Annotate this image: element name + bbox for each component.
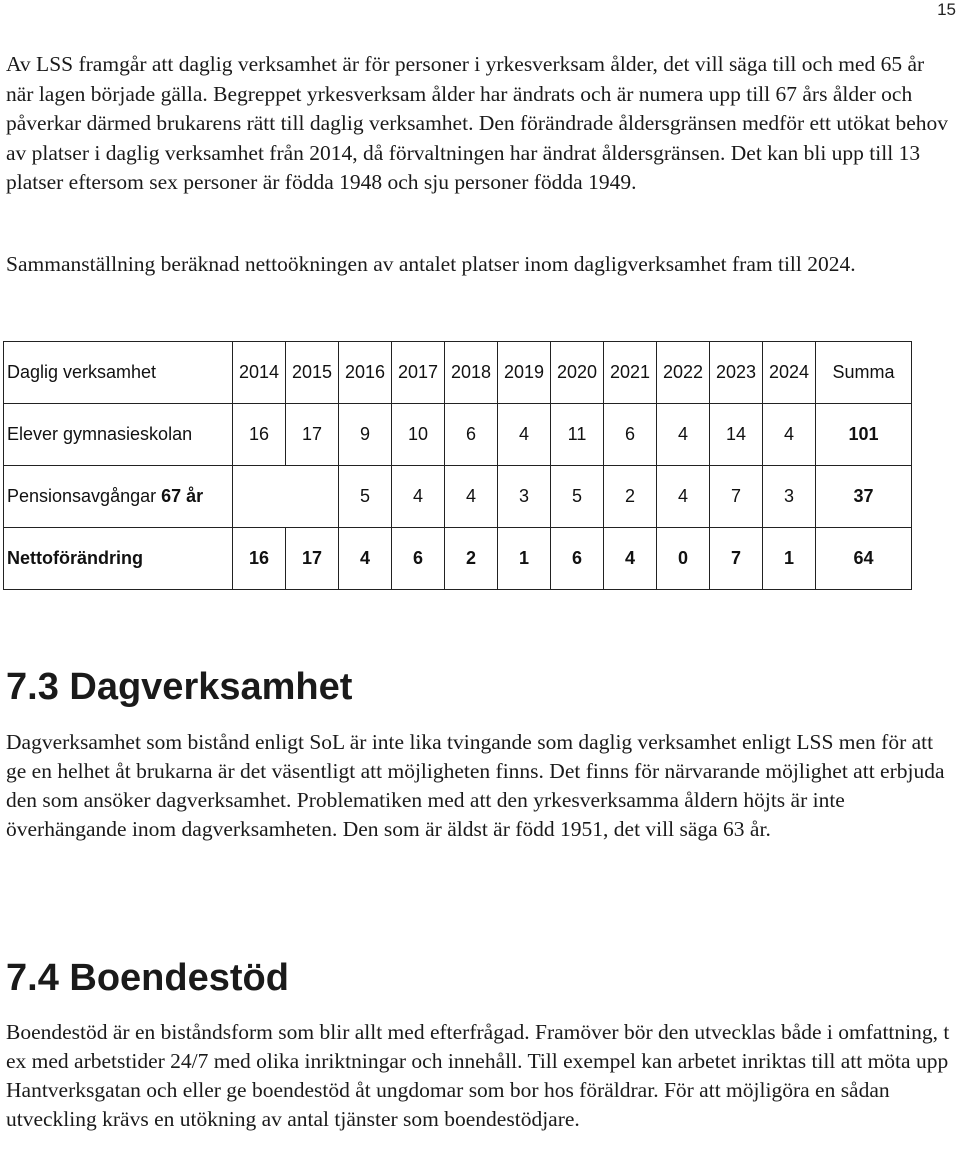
table-cell: 6 bbox=[445, 404, 498, 466]
table-cell: 5 bbox=[551, 466, 604, 528]
table-cell: 16 bbox=[233, 404, 286, 466]
table-cell: 4 bbox=[604, 528, 657, 590]
table-cell: 14 bbox=[710, 404, 763, 466]
table-cell: 1 bbox=[498, 528, 551, 590]
table-cell: 7 bbox=[710, 528, 763, 590]
table-cell: 17 bbox=[286, 528, 339, 590]
section-text-boendestod: Boendestöd är en biståndsform som blir allt med efterfrågad. Framöver bör den utvecklas både i omfattning, t ex med arbetstider 24/7 med olika inriktningar och innehåll. Till exempel kan arbetet inriktas till att möta upp Hantverksgatan och eller ge boendestöd åt ungdomar som bor hos föräldrar. För att möjligöra en sådan utveckling krävs en utökning av antal tjänster som boendestödjare. bbox=[6, 1020, 950, 1131]
table-header-cell: Summa bbox=[816, 342, 912, 404]
section-heading-dagverksamhet: 7.3 Dagverksamhet bbox=[6, 666, 353, 708]
table-row-label: Pensionsavgångar 67 år bbox=[4, 466, 233, 528]
table-cell: 17 bbox=[286, 404, 339, 466]
table-header-cell: 2022 bbox=[657, 342, 710, 404]
table-cell: 4 bbox=[657, 404, 710, 466]
section-heading-boendestod: 7.4 Boendestöd bbox=[6, 957, 289, 999]
table-sum-cell: 64 bbox=[816, 528, 912, 590]
table-cell: 4 bbox=[498, 404, 551, 466]
table-cell: 7 bbox=[710, 466, 763, 528]
table-sum-cell: 37 bbox=[816, 466, 912, 528]
table-cell: 6 bbox=[604, 404, 657, 466]
table-cell: 4 bbox=[657, 466, 710, 528]
table-cell: 5 bbox=[339, 466, 392, 528]
table-header-cell: Daglig verksamhet bbox=[4, 342, 233, 404]
table-header-cell: 2023 bbox=[710, 342, 763, 404]
table-cell: 6 bbox=[551, 528, 604, 590]
table-empty-cell bbox=[233, 466, 339, 528]
section-text-dagverksamhet: Dagverksamhet som bistånd enligt SoL är inte lika tvingande som daglig verksamhet enligt LSS men för att ge en helhet åt brukarna är det väsentligt att möjligheten finns. Det finns för närvarande möjlighet att erbjuda den som ansöker dagverksamhet. Problematiken med att den yrkesverksamma åldern höjts är inte överhängande inom dagverksamheten. Den som är äldst är född 1951, det vill säga 63 år. bbox=[6, 730, 945, 841]
page-number: 15 bbox=[937, 0, 956, 19]
table-cell: 10 bbox=[392, 404, 445, 466]
table-header-cell: 2015 bbox=[286, 342, 339, 404]
daily-activity-table bbox=[3, 341, 912, 590]
table-header-cell: 2019 bbox=[498, 342, 551, 404]
table-cell: 0 bbox=[657, 528, 710, 590]
table-cell: 1 bbox=[763, 528, 816, 590]
table-row bbox=[4, 528, 912, 590]
table-cell: 9 bbox=[339, 404, 392, 466]
table-row-label: Elever gymnasieskolan bbox=[4, 404, 233, 466]
table-header-cell: 2016 bbox=[339, 342, 392, 404]
intro-paragraph: Av LSS framgår att daglig verksamhet är för personer i yrkesverksam ålder, det vill säga till och med 65 år när lagen började gälla. Begreppet yrkesverksam ålder har ändrats och är numera upp till 67 års ålder och påverkar därmed brukarens rätt till daglig verksamhet. Den förändrade åldersgränsen medför ett utökat behov av platser i daglig verksamhet från 2014, då förvaltningen har ändrat åldersgränsen. Det kan bli upp till 13 platser eftersom sex personer är födda 1948 och sju personer födda 1949. bbox=[6, 52, 949, 194]
table-cell: 3 bbox=[763, 466, 816, 528]
table-header-row bbox=[4, 342, 912, 404]
table-cell: 4 bbox=[763, 404, 816, 466]
table-sum-cell: 101 bbox=[816, 404, 912, 466]
summary-caption: Sammanställning beräknad nettoökningen av antalet platser inom dagligverksamhet fram till 2024. bbox=[6, 252, 856, 276]
table-row bbox=[4, 404, 912, 466]
table-header-cell: 2024 bbox=[763, 342, 816, 404]
table-cell: 6 bbox=[392, 528, 445, 590]
table-cell: 4 bbox=[339, 528, 392, 590]
table-cell: 4 bbox=[392, 466, 445, 528]
table-header-cell: 2014 bbox=[233, 342, 286, 404]
table-cell: 11 bbox=[551, 404, 604, 466]
table-header-cell: 2021 bbox=[604, 342, 657, 404]
table-cell: 16 bbox=[233, 528, 286, 590]
table-cell: 2 bbox=[604, 466, 657, 528]
table-header-cell: 2018 bbox=[445, 342, 498, 404]
table-row-label: Nettoförändring bbox=[4, 528, 233, 590]
table-cell: 4 bbox=[445, 466, 498, 528]
table-cell: 2 bbox=[445, 528, 498, 590]
table-header-cell: 2017 bbox=[392, 342, 445, 404]
table-row bbox=[4, 466, 912, 528]
table-header-cell: 2020 bbox=[551, 342, 604, 404]
table-cell: 3 bbox=[498, 466, 551, 528]
